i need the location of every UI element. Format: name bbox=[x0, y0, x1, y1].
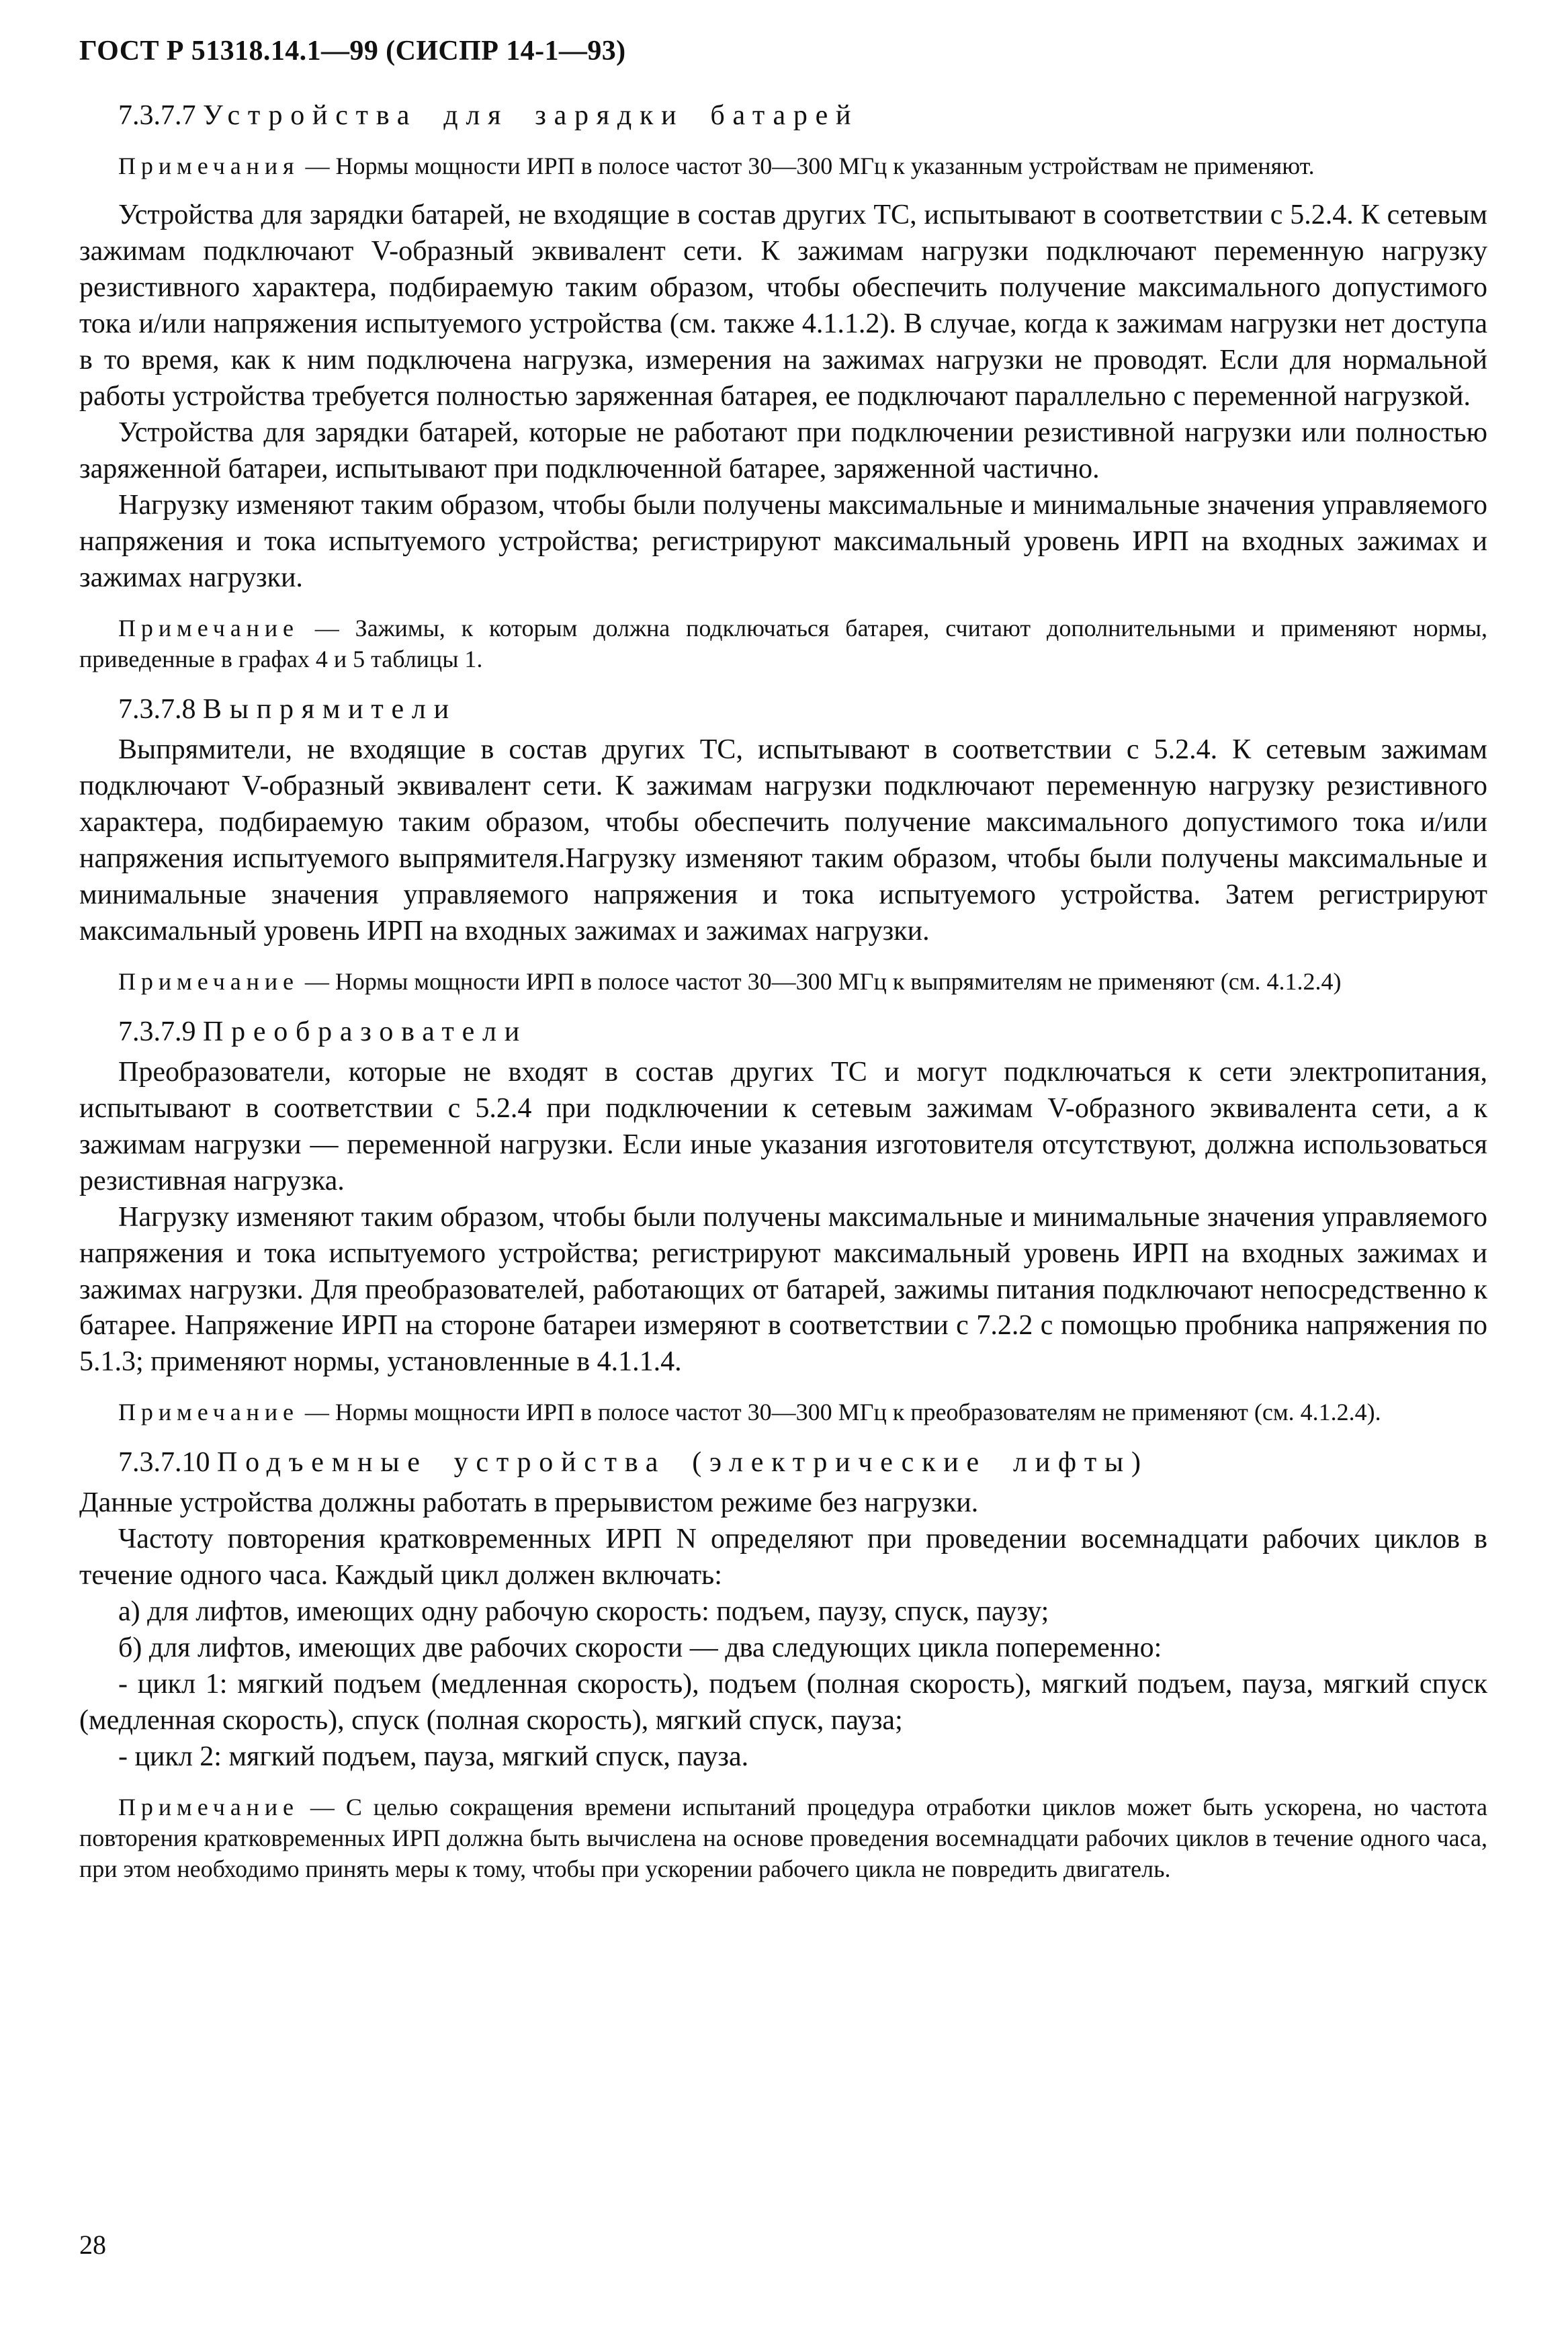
list-item: - цикл 2: мягкий подъем, пауза, мягкий спуск, пауза. bbox=[118, 1741, 749, 1773]
section-title: Преобразователи bbox=[203, 1016, 527, 1047]
body-paragraph: Выпрямители, не входящие в состав других ТС, испытывают в соответствии с 5.2.4. К сетевым зажимам подключают V-образный эквивалент сети. К зажимам нагрузки подключают переменную нагрузку резистивного характера, подбираемую таким образом, чтобы обеспечить получение максимального допустимого тока и/или напряжения испытуемого выпрямителя.Нагрузку изменяют таким образом, чтобы были получены максимальные и минимальные значения управляемого напряжения и тока испытуемого устройства. Затем регистрируют максимальный уровень ИРП на входных зажимах и зажимах нагрузки. bbox=[79, 734, 1487, 947]
note-text: — С целью сокращения времени испытаний процедура отработки циклов может быть ускорена, но частота повторения кратковременных ИРП должна быть вычислена на основе проведения восемнадцати рабочих циклов в течение одного часа, при этом необходимо принять меры к тому, чтобы при ускорении рабочего цикла не повредить двигатель. bbox=[79, 1794, 1487, 1883]
page-number: 28 bbox=[79, 2230, 106, 2260]
note-paragraph bbox=[79, 966, 1487, 997]
note-paragraph bbox=[79, 613, 1487, 674]
note-paragraph bbox=[79, 1397, 1487, 1428]
section-number: 7.3.7.8 bbox=[118, 693, 196, 725]
body-paragraph: Нагрузку изменяют таким образом, чтобы были получены максимальные и минимальные значения управляемого напряжения и тока испытуемого устройства; регистрируют максимальный уровень ИРП на входных зажимах и зажимах нагрузки. Для преобразователей, работающих от батарей, зажимы питания подключают непосредственно к батарее. Напряжение ИРП на стороне батареи измеряют в соответствии с 7.2.2 с помощью пробника напряжения по 5.1.3; применяют нормы, установленные в 4.1.1.4. bbox=[79, 1201, 1487, 1378]
body-paragraph: Нагрузку изменяют таким образом, чтобы были получены максимальные и минимальные значения управляемого напряжения и тока испытуемого устройства; регистрируют максимальный уровень ИРП на входных зажимах и зажимах нагрузки. bbox=[79, 489, 1487, 593]
section-heading bbox=[79, 98, 1487, 134]
body-paragraph: Устройства для зарядки батарей, которые не работают при подключении резистивной нагрузки или полностью заряженной батареи, испытывают при подключенной батарее, заряженной частично. bbox=[79, 416, 1487, 484]
section-heading bbox=[79, 1445, 1487, 1481]
note-text: — Нормы мощности ИРП в полосе частот 30—300 МГц к выпрямителям не применяют (см. 4.1.2.4) bbox=[304, 967, 1342, 995]
body-paragraph: Устройства для зарядки батарей, не входящие в состав других ТС, испытывают в соответствии с 5.2.4. К сетевым зажимам подключают V-образный эквивалент сети. К зажимам нагрузки подключают переменную нагрузку резистивного характера, подбираемую таким образом, чтобы обеспечить получение максимального допустимого тока и/или напряжения испытуемого устройства (см. также 4.1.1.2). В случае, когда к зажимам нагрузки нет доступа в то время, как к ним подключена нагрузка, измерения на зажимах нагрузки не проводят. Если для нормальной работы устройства требуется полностью заряженная батарея, ее подключают параллельно с переменной нагрузкой. bbox=[79, 200, 1487, 412]
body-paragraph: Данные устройства должны работать в прерывистом режиме без нагрузки. bbox=[79, 1487, 979, 1519]
note-label: Примечание bbox=[118, 614, 299, 642]
note-paragraph bbox=[79, 1792, 1487, 1884]
list-item: - цикл 1: мягкий подъем (медленная скорость), подъем (полная скорость), мягкий подъем, пауза, мягкий спуск (медленная скорость), спуск (полная скорость), мягкий спуск, пауза; bbox=[79, 1669, 1487, 1737]
document-header: ГОСТ Р 51318.14.1—99 (СИСПР 14-1—93) bbox=[79, 36, 626, 67]
list-item: а) для лифтов, имеющих одну рабочую скорость: подъем, паузу, спуск, паузу; bbox=[118, 1596, 1049, 1628]
body-paragraph: Частоту повторения кратковременных ИРП N определяют при проведении восемнадцати рабочих циклов в течение одного часа. Каждый цикл должен включать: bbox=[79, 1524, 1487, 1591]
section-number: 7.3.7.9 bbox=[118, 1016, 196, 1047]
section-number: 7.3.7.10 bbox=[118, 1447, 210, 1479]
note-label: Примечание bbox=[118, 967, 299, 995]
note-text: — Зажимы, к которым должна подключаться батарея, считают дополнительными и применяют нормы, приведенные в графах 4 и 5 таблицы 1. bbox=[79, 614, 1488, 672]
note-label: Примечание bbox=[118, 1399, 299, 1426]
note-text: — Нормы мощности ИРП в полосе частот 30—300 МГц к преобразователям не применяют (см. 4.1.2.4). bbox=[304, 1399, 1381, 1426]
note-text: — Нормы мощности ИРП в полосе частот 30—300 МГц к указанным устройствам не применяют. bbox=[305, 152, 1315, 179]
document-body bbox=[79, 98, 1487, 1884]
body-paragraph: Преобразователи, которые не входят в состав других ТС и могут подключаться к сети электропитания, испытывают в соответствии с 5.2.4 при подключении к сетевым зажимам V-образного эквивалента сети, а к зажимам нагрузки — переменной нагрузки. Если иные указания изготовителя отсутствуют, должна использоваться резистивная нагрузка. bbox=[79, 1056, 1487, 1196]
section-heading bbox=[79, 1014, 1487, 1051]
section-number: 7.3.7.7 bbox=[118, 100, 196, 131]
list-item: б) для лифтов, имеющих две рабочих скорости — два следующих цикла попеременно: bbox=[118, 1632, 1162, 1664]
note-label: Примечание bbox=[118, 1794, 299, 1821]
section-title: Выпрямители bbox=[203, 693, 457, 725]
section-title: Подъемные устройства (электрические лифты) bbox=[217, 1447, 1149, 1479]
note-label: Примечания bbox=[118, 152, 300, 179]
note-paragraph bbox=[79, 150, 1487, 181]
section-title: Устройства для зарядки батарей bbox=[203, 100, 859, 131]
section-heading bbox=[79, 692, 1487, 728]
